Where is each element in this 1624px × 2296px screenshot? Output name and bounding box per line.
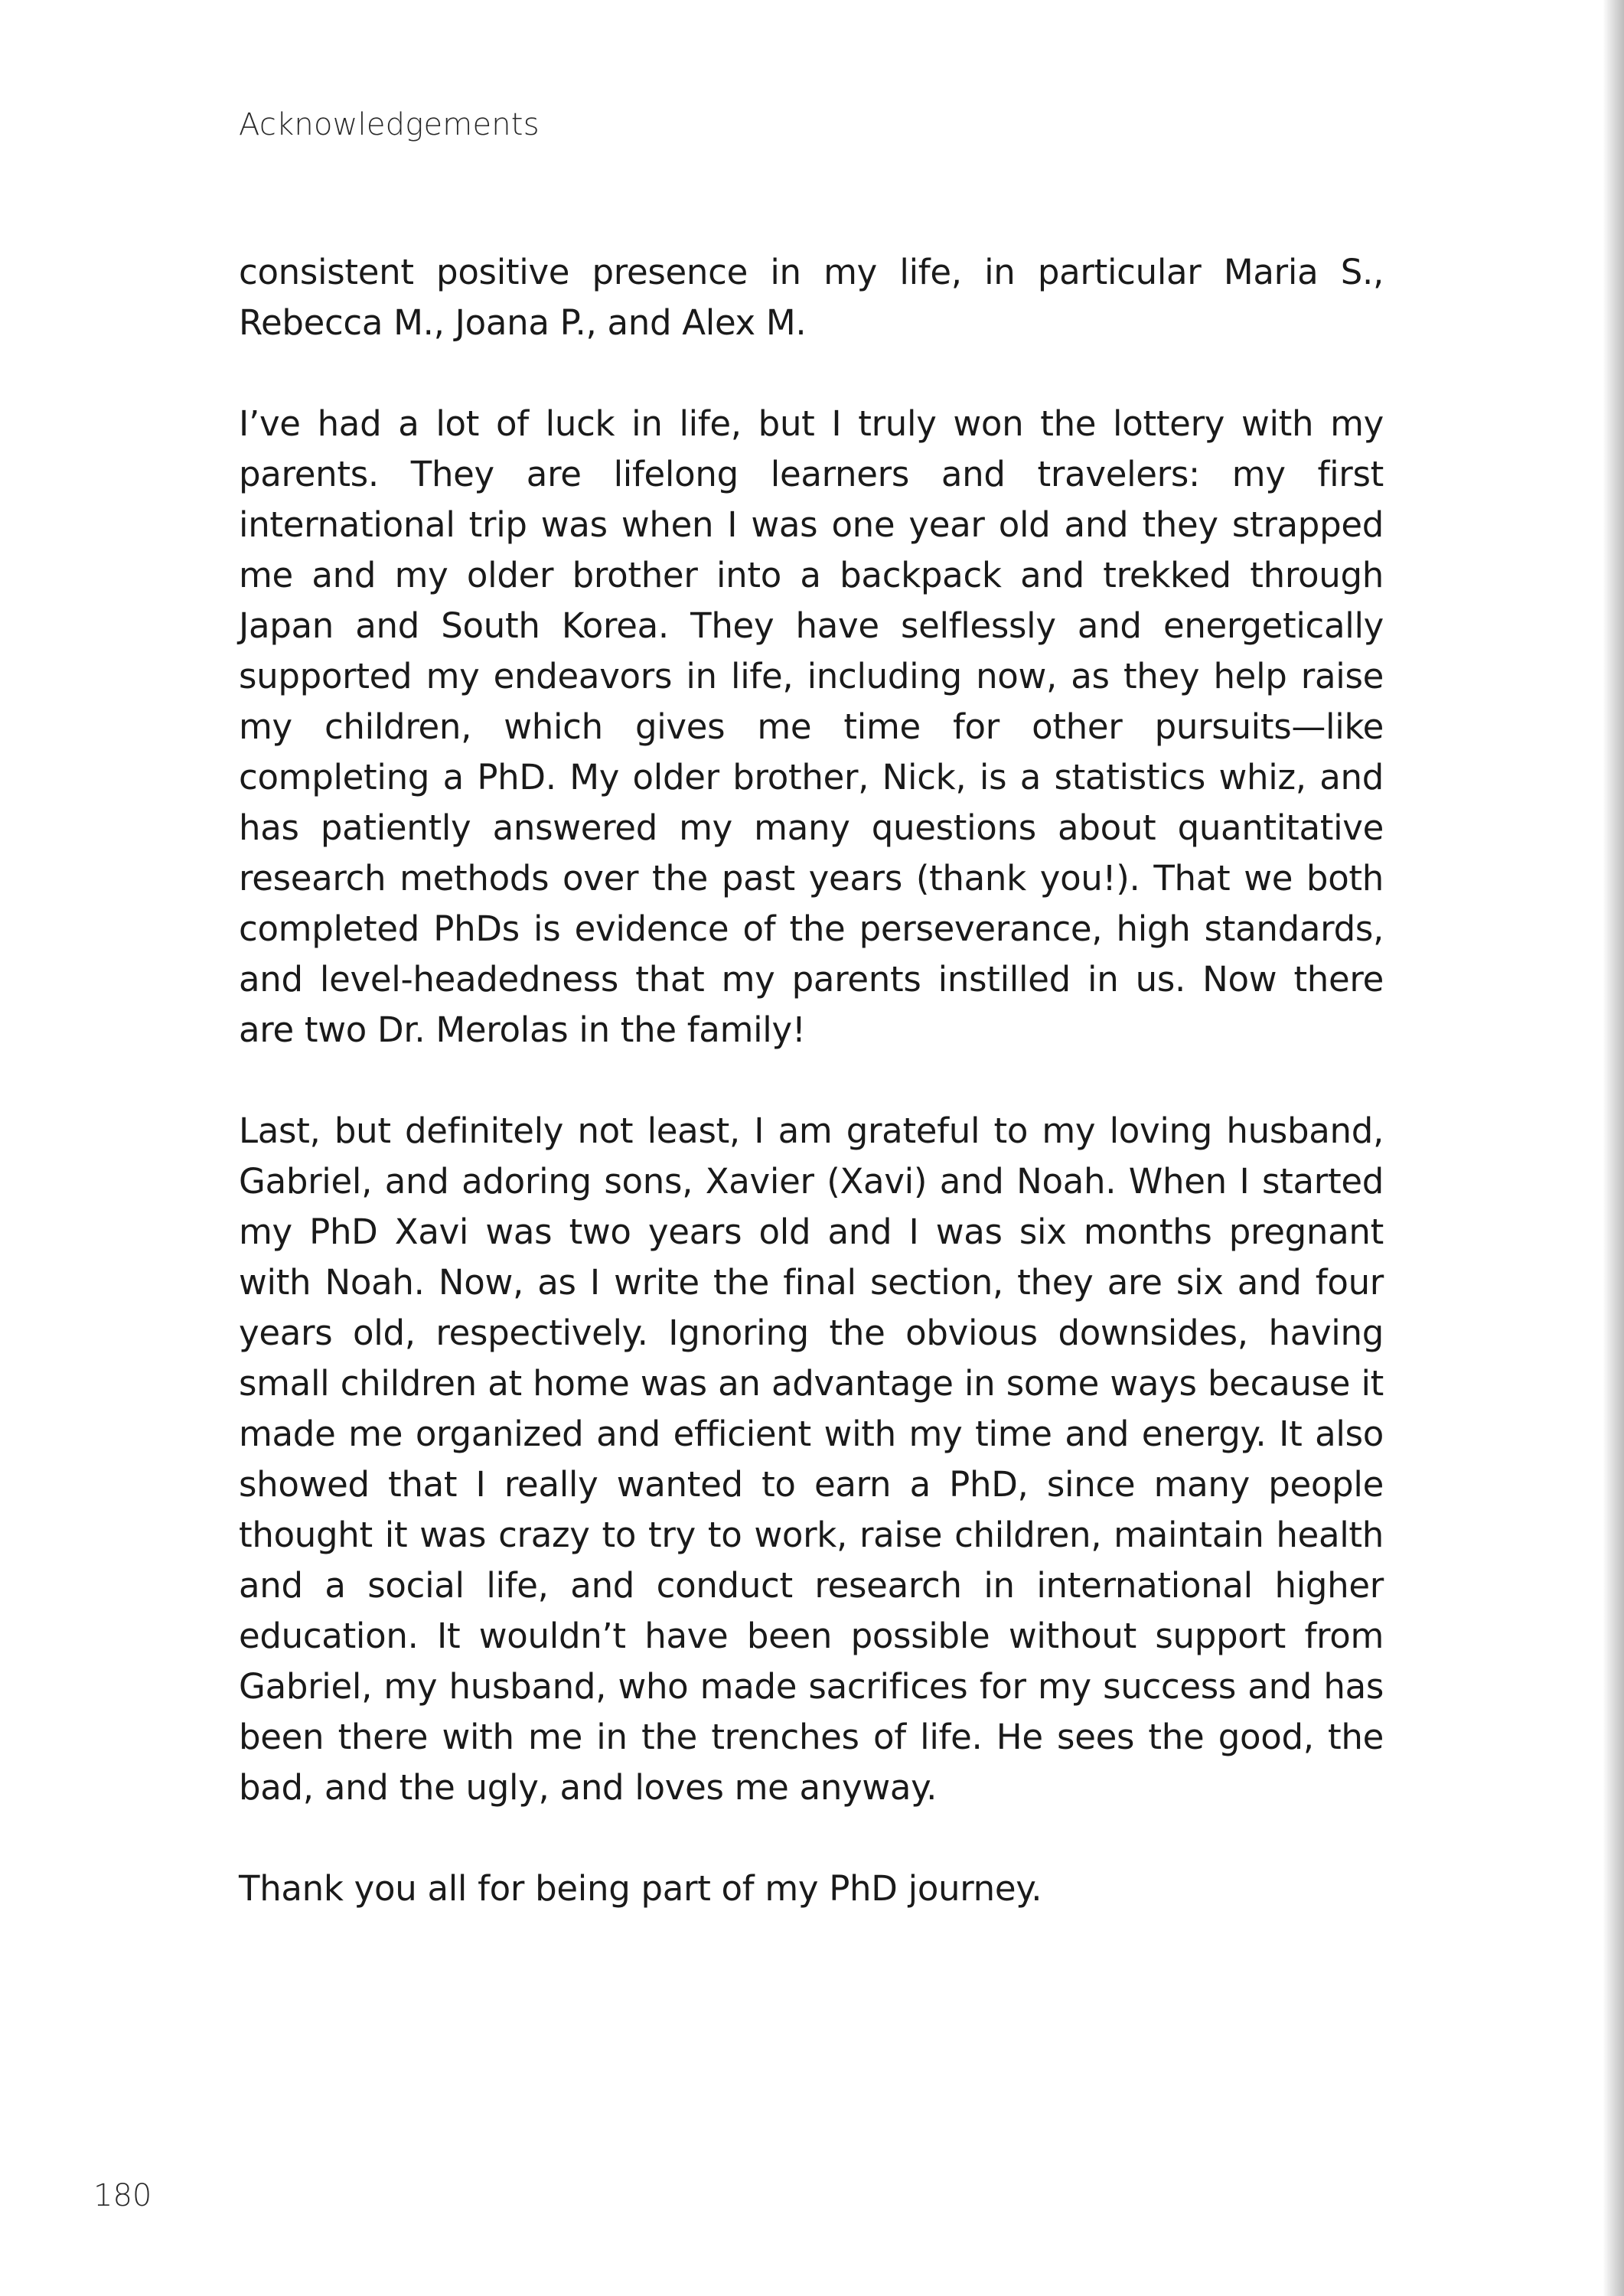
page-number: 180 — [93, 2178, 152, 2213]
paragraph-closing: Thank you all for being part of my PhD journey. — [239, 1868, 1042, 1909]
body-text — [239, 247, 1384, 1965]
paragraph-continuation: consistent positive presence in my life, in particular Maria S., Rebecca M., Joana P., and Alex M. — [239, 252, 1384, 343]
paragraph-family: Last, but definitely not least, I am grateful to my loving husband, Gabriel, and adoring sons, Xavier (Xavi) and Noah. When I started my PhD Xavi was two years old and I was six months pregnant with Noah. Now, as I write the final section, they are six and four years old, respectively. Ignoring the obvious downsides, having small children at home was an advantage in some ways because it made me organized and efficient with my time and energy. It also showed that I really wanted to earn a PhD, since many people thought it was crazy to try to work, raise children, maintain health and a social life, and conduct research in international higher education. It wouldn’t have been possible without support from Gabriel, my husband, who made sacrifices for my success and has been there with me in the trenches of life. He sees the good, the bad, and the ugly, and loves me anyway. — [239, 1110, 1384, 1808]
paragraph-parents: I’ve had a lot of luck in life, but I truly won the lottery with my parents. They are lifelong learners and travelers: my first international trip was when I was one year old and they strapped me and my older brother into a backpack and trekked through Japan and South Korea. They have selflessly and energetically supported my endeavors in life, including now, as they help raise my children, which gives me time for other pursuits—like completing a PhD. My older brother, Nick, is a statistics whiz, and has patiently answered my many questions about quantitative research methods over the past years (thank you!). That we both completed PhDs is evidence of the perseverance, high standards, and level-headedness that my parents instilled in us. Now there are two Dr. Merolas in the family! — [239, 403, 1384, 1050]
running-header: Acknowledgements — [239, 107, 540, 142]
page-edge-shadow — [1603, 0, 1624, 2296]
